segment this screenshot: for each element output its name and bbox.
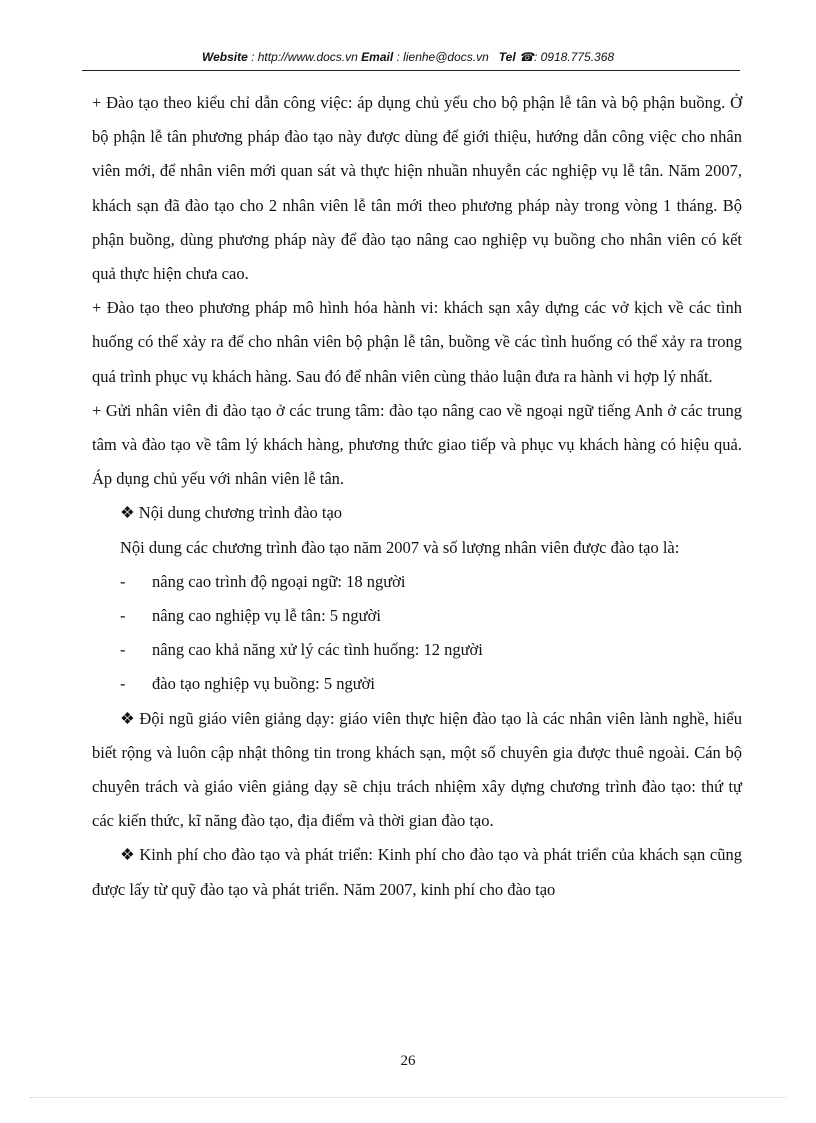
phone-icon: ☎ [519, 50, 534, 64]
paragraph-program-intro: Nội dung các chương trình đào tạo năm 2007 và số lượng nhân viên được đào tạo là: [120, 537, 680, 557]
section-heading-text: Nội dung chương trình đào tạo [138, 503, 343, 523]
page-header [0, 50, 816, 64]
list-item-text: nâng cao trình độ ngoại ngữ: 18 người [152, 571, 406, 591]
tel-label: Tel [498, 50, 516, 64]
list-item [92, 565, 742, 599]
dash-marker: - [120, 606, 126, 626]
dash-marker: - [120, 674, 126, 694]
page-bottom-border [30, 1097, 786, 1098]
diamond-bullet-icon: ❖ [120, 503, 135, 523]
website-label: Website [201, 50, 248, 64]
dash-marker: - [120, 571, 126, 591]
paragraph-training-budget [92, 838, 742, 906]
list-item [92, 633, 742, 667]
header-divider [82, 70, 740, 71]
diamond-bullet-icon: ❖ [120, 708, 136, 728]
diamond-bullet-icon: ❖ [120, 845, 136, 865]
paragraph-training-centers: + Gửi nhân viên đi đào tạo ở các trung tâm: đào tạo nâng cao về ngoại ngữ tiếng Anh ở các trung tâm và đào tạo về tâm lý khách hàng, phương thức giao tiếp và phục vụ khách hàng có hiệu quả. Áp dụng chủ yếu với nhân viên lễ tân. [92, 400, 742, 489]
training-budget-text: Kinh phí cho đào tạo và phát triển: Kinh phí cho đào tạo và phát triển của khách sạn cũng được lấy từ quỹ đào tạo và phát triển. Năm 2007, kinh phí cho đào tạo [92, 845, 742, 899]
website-value[interactable]: : http://www.docs.vn [251, 50, 358, 64]
tel-value: : 0918.775.368 [533, 50, 615, 64]
list-item-text: đào tạo nghiệp vụ buồng: 5 người [152, 674, 375, 694]
page-number: 26 [400, 1053, 416, 1069]
list-item-text: nâng cao nghiệp vụ lễ tân: 5 người [152, 606, 381, 626]
list-item-text: nâng cao khả năng xử lý các tình huống: 12 người [152, 640, 483, 660]
section-heading-content [92, 496, 742, 530]
teaching-staff-text: Đội ngũ giáo viên giảng dạy: giáo viên thực hiện đào tạo là các nhân viên lành nghề, hiểu biết rộng và luôn cập nhật thông tin trong khách sạn, một số chuyên gia được thuê ngoài. Cán bộ chuyên trách và giáo viên giảng dạy sẽ chịu trách nhiệm xây dựng chương trình đào tạo: thứ tự các kiến thức, kĩ năng đào tạo, địa điểm và thời gian đào tạo. [92, 708, 742, 831]
document-body [92, 86, 742, 907]
paragraph-behavior-modeling: + Đào tạo theo phương pháp mô hình hóa hành vi: khách sạn xây dựng các vở kịch về các tình huống có thể xảy ra để cho nhân viên bộ phận lễ tân, buồng về các tình huống có thể xảy ra trong quá trình phục vụ khách hàng. Sau đó để nhân viên cùng thảo luận đưa ra hành vi hợp lý nhất. [92, 298, 742, 386]
list-item [92, 667, 742, 701]
dash-marker: - [120, 640, 126, 660]
paragraph-teaching-staff [92, 702, 742, 839]
email-label: Email [361, 50, 394, 64]
paragraph-instruction-training: + Đào tạo theo kiểu chỉ dẫn công việc: áp dụng chủ yếu cho bộ phận lễ tân và bộ phận buồng. Ở bộ phận lễ tân phương pháp đào tạo này được dùng để giới thiệu, hướng dẫn công việc cho nhân viên mới, để nhân viên mới quan sát và thực hiện nhuần nhuyễn các nghiệp vụ lễ tân. Năm 2007, khách sạn đã đào tạo cho 2 nhân viên lễ tân mới theo phương pháp này trong vòng 1 tháng. Bộ phận buồng, dùng phương pháp này để đào tạo nâng cao nghiệp vụ buồng cho nhân viên có kết quả thực hiện chưa cao. [92, 93, 742, 284]
email-value[interactable]: : lienhe@docs.vn [396, 50, 489, 64]
list-item [92, 599, 742, 633]
